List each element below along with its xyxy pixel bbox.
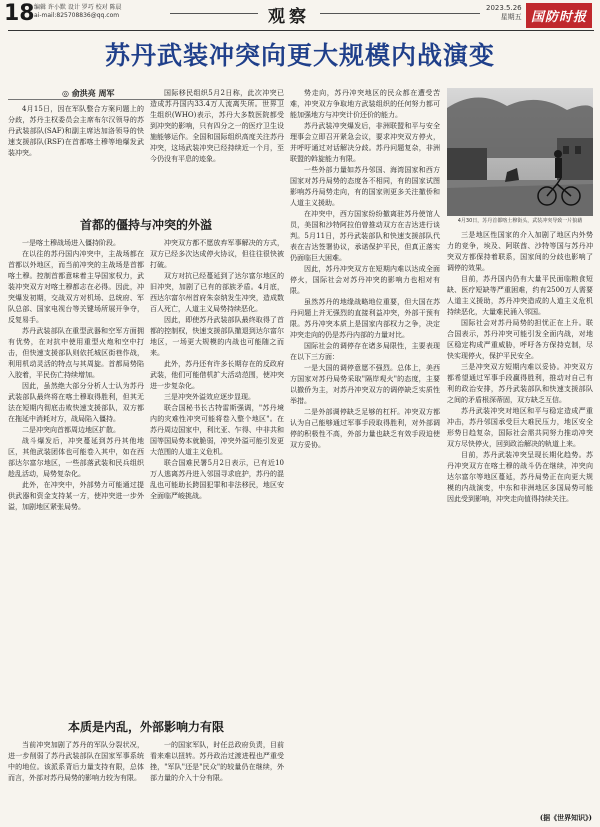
column-2 <box>150 238 284 714</box>
editor-credits <box>34 4 122 20</box>
col1-para-3: 苏丹武装部队在重型武器和空军方面拥有优势，在对抗中使用重型火炮和空中打击，但快速支援部队则依托城区街巷作战，利用机动灵活的特点与其周旋。首都局势陷入胶着，平民伤亡持续增加。 <box>8 327 144 379</box>
subhead-standoff: 首都的僵持与冲突的外溢 <box>79 218 212 232</box>
byline: ◎ 俞洪亮 周军 <box>62 89 115 98</box>
source-note: (据《世界知识》) <box>539 813 592 822</box>
col2-para-4: 因此，即使苏丹武装部队最终取得了首都的控制权，快速支援部队撤退到达尔富尔地区，一场更大规模的内战也可能随之而来。 <box>150 316 284 357</box>
col1-para-2: 在以往的苏丹国内冲突中，主战场都在首都以外地区，而当前冲突的主战场是首都喀土穆。控制首都意味着主导国家权力，武装冲突双方对喀土穆都志在必得。因此，冲突爆发初期，交战双方对机场、总统府、军队总部、国家电视台等关键场所展开争夺，反复易手。 <box>8 250 144 324</box>
col3-para-7: 国际社会的调停存在诸多局限性，主要表现在以下三方面： <box>290 342 440 361</box>
column-1-tail <box>8 740 144 822</box>
col1-para-1: 一是喀土穆战场进入僵持阶段。 <box>22 239 120 247</box>
col1-para-7: 此外，在冲突中，外部势力可能通过提供武器和资金支持某一方，使冲突进一步外溢，加剧地区紧张局势。 <box>8 481 144 511</box>
col4-para-5: 苏丹武装冲突对地区和平与稳定造成严重冲击，苏丹邻国承受巨大难民压力，地区安全形势日趋复杂，国际社会需共同努力推动冲突双方尽快停火，回到政治解决的轨道上来。 <box>447 407 593 448</box>
col4-para-4: 三是冲突双方短期内难以妥协。冲突双方都希望通过军事手段赢得胜利，推动对自己有利的政治安排，苏丹武装部队和快速支援部队之间的矛盾根深蒂固，双方缺乏互信。 <box>447 363 593 404</box>
col2-para-7: 联合国秘书长古特雷斯强调，"苏丹境内的灾难性冲突可能将卷入整个地区"。在苏丹周边国家中，利比亚、乍得、中非共和国等国局势本就脆弱，冲突外溢可能引发更大范围的人道主义危机。 <box>150 404 284 456</box>
editor-email: ai-mail:825708836@qq.com <box>34 12 120 19</box>
col3-para-8: 一是大国的调停意愿不强烈。总体上，美西方国家对苏丹局势采取"隔岸观火"的态度，主要以撤侨为主，对苏丹冲突双方的调停缺乏实质性举措。 <box>290 364 440 405</box>
col2-para-5: 此外，苏丹还有许多长期存在的反政府武装，他们可能借机扩大活动范围，使冲突进一步复杂化。 <box>150 360 284 390</box>
col3-para-5: 因此，苏丹冲突双方在短期内难以达成全面停火，国际社会对苏丹冲突的影响力也相对有限。 <box>290 265 440 295</box>
col4-para-6: 目前，苏丹武装冲突呈现长期化趋势。苏丹冲突双方在喀土穆的战斗仍在继续，冲突向达尔富尔等地区蔓延，苏丹局势正在向更大规模的内战演变，中东和非洲地区多国局势可能因此受到影响，冲突走向值得持续关注。 <box>447 451 593 503</box>
col1-para-4: 因此，虽然绝大部分分析人士认为苏丹武装部队最终将在喀土穆取得胜利，但其无法在短期内彻底击败快速支援部队，双方都在拖延中消耗对方，战局陷入僵持。 <box>8 382 144 423</box>
col4-para-3: 国际社会对苏丹局势的担忧正在上升。联合国表示，苏丹冲突可能引发全面内战，对地区稳定构成严重威胁，呼吁各方保持克制，尽快实现停火，保护平民安全。 <box>447 319 593 360</box>
weekday-text: 星期五 <box>500 13 522 21</box>
date-text: 2023.5.26 <box>486 4 522 12</box>
col1-tail-text: 当前冲突加剧了苏丹的军队分裂状况，进一步削弱了苏丹武装部队在国家军事系统中的地位。该派系背后力量支持有限，总体而言，外部对苏丹局势的影响力较为有限。 <box>8 741 144 782</box>
page-number: 18 <box>4 1 35 26</box>
street-photo-image <box>447 88 593 216</box>
page-header <box>0 0 600 34</box>
column-2-top <box>150 88 284 210</box>
col3-para-3: 一些外部力量如苏丹邻国、海湾国家和西方国家对苏丹局势的态度各不相同，有的国家试图影响苏丹局势走向，有的国家则更多关注撤侨和人道主义援助。 <box>290 166 440 207</box>
column-4 <box>447 230 593 806</box>
article-title: 苏丹武装冲突向更大规模内战演变 <box>104 41 495 70</box>
section-title: 观察 <box>268 7 310 27</box>
col3-para-6: 虽然苏丹的地缘战略地位重要，但大国在苏丹问题上并无强烈的直接利益冲突，外部干预有限。苏丹冲突本质上是国家内部权力之争，决定冲突走向的仍是苏丹内部的力量对比。 <box>290 298 440 339</box>
col3-para-4: 在冲突中，西方国家纷纷撤离驻苏丹使馆人员，美国和沙特阿拉伯曾推动双方在吉达进行谈判。5月11日，苏丹武装部队和快速支援部队代表在吉达签署协议，承诺保护平民，但真正落实仍面临巨大困难。 <box>290 210 440 262</box>
paper-logo: 国防时报 <box>526 3 592 28</box>
col4-para-1: 三是地区性国家的介入加剧了地区内外势力的竞争，埃及、阿联酋、沙特等国与苏丹冲突双方都保持着联系，国家间的分歧也影响了调停的效果。 <box>447 231 593 272</box>
lede-text: 4月15日，因在军队整合方案问题上的分歧，苏丹主权委员会主席布尔汉领导的苏丹武装部队(SAF)和副主席达加洛领导的快速支援部队(RSF)在首都喀土穆等地爆发武装冲突。 <box>8 105 144 157</box>
col2-tail-text: 一的国家军队，时任总政府负责，目前看来难以扭转。苏丹政治过渡进程也严重受挫，"军队"还是"民众"的较量仍在继续，外部力量的介入十分有限。 <box>150 741 284 782</box>
col2-para-2: 冲突双方都不愿放弃军事解决的方式，双方已经多次达成停火协议，但往往很快被打破。 <box>150 239 284 269</box>
issue-date <box>486 4 522 22</box>
editor-names: 编辑 许小默 设计 罗巧 校对 陈晨 <box>34 4 122 11</box>
column-2-tail <box>150 740 284 822</box>
col2-para-1: 国际移民组织5月2日称，此次冲突已造成苏丹国内33.4万人流离失所。世界卫生组织(WHO)表示，苏丹大多数医院都受到冲突的影响，只有四分之一的医疗卫生设施能够运作。全国和国际组织高度关注苏丹冲突，这场武装冲突已经持续近一个月，至今仍没有平息的迹象。 <box>150 89 284 163</box>
subhead-internal-strife: 本质是内乱，外部影响力有限 <box>67 720 224 734</box>
col3-para-2: 苏丹武装冲突爆发后，非洲联盟和平与安全理事会立即召开紧急会议，要求冲突双方停火，并呼吁通过对话解决分歧。苏丹问题复杂，非洲联盟的斡旋能力有限。 <box>290 122 440 163</box>
street-photo <box>447 88 593 216</box>
lede-paragraph <box>8 104 144 198</box>
col2-para-8: 联合国难民署5月2日表示，已有近10万人逃离苏丹进入邻国寻求庇护，苏丹的混乱也可能助长跨国犯罪和非法移民，地区安全面临严峻挑战。 <box>150 459 284 500</box>
header-divider <box>8 30 594 31</box>
col1-para-6: 战斗爆发后，冲突蔓延到苏丹其他地区，其他武装团体也可能卷入其中，如在西部达尔富尔地区，一些部落武装和民兵组织趁乱活动，局势复杂化。 <box>8 437 144 478</box>
col2-para-6: 三是冲突外溢效应逐步显现。 <box>164 393 255 401</box>
col2-para-3: 双方对抗已经蔓延到了达尔富尔地区的旧冲突，加剧了已有的部族矛盾。4月底，西达尔富尔州首府朱奈纳发生冲突，造成数百人死亡，人道主义局势持续恶化。 <box>150 272 284 313</box>
header-rule-right <box>320 13 480 14</box>
column-1 <box>8 238 144 714</box>
header-rule-left <box>170 13 258 14</box>
col3-para-1: 势走向，苏丹冲突地区的民众都在遭受苦难，冲突双方争取地方武装组织的任何努力都可能加强地方与冲突计价还价的能力。 <box>290 89 440 119</box>
col4-para-2: 目前，苏丹国内仍有大量平民面临粮食短缺、医疗短缺等严重困难，约有2500万人需要人道主义援助，苏丹冲突造成的人道主义危机持续恶化，大量难民涌入邻国。 <box>447 275 593 316</box>
photo-caption: 4月30日，苏丹首都喀土穆街头，武装冲突导致一片狼藉 <box>457 218 583 224</box>
col3-para-9: 二是外部调停缺乏足够的杠杆。冲突双方都认为自己能够通过军事手段取得胜利，对外部调停的积极性不高，外部力量也缺乏有效手段迫使双方妥协。 <box>290 408 440 449</box>
col1-para-5: 二是冲突向首都周边地区扩散。 <box>22 426 120 434</box>
column-3 <box>290 88 440 816</box>
